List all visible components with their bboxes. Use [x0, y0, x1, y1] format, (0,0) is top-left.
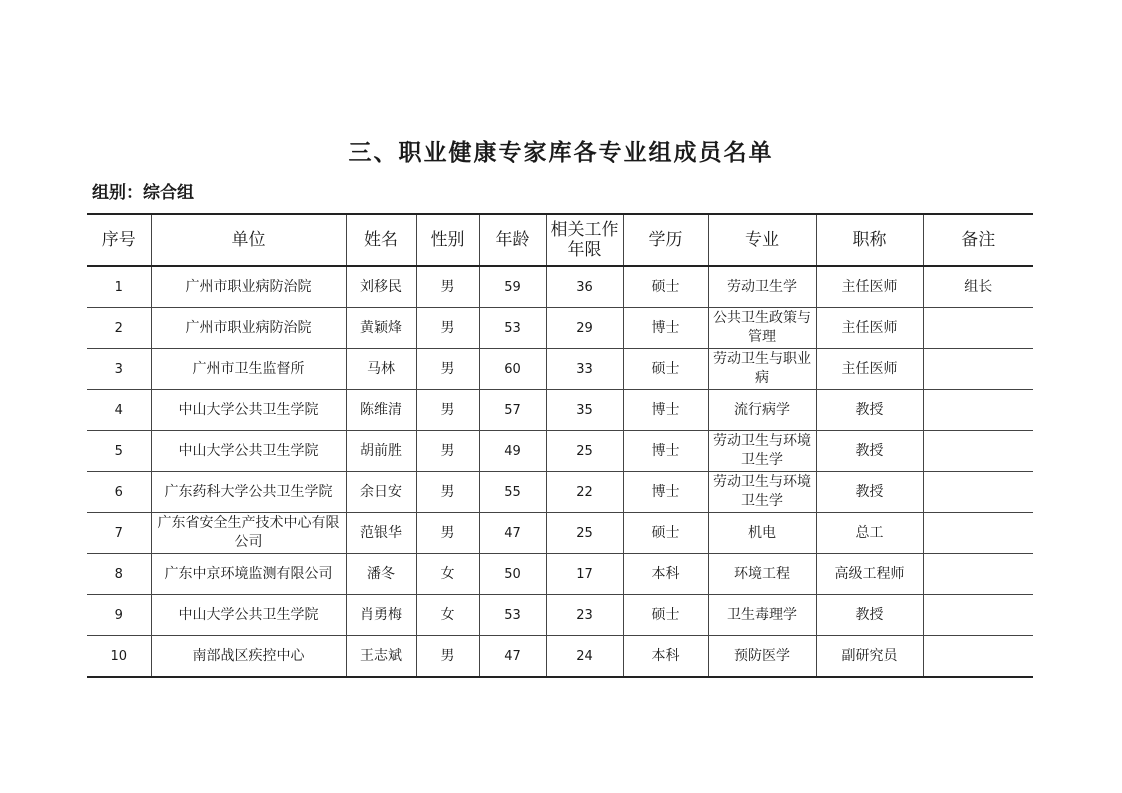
cell-title: 副研究员 — [816, 636, 923, 678]
cell-education: 本科 — [623, 554, 708, 595]
header-name: 姓名 — [346, 214, 416, 266]
cell-education: 博士 — [623, 390, 708, 431]
cell-name: 肖勇梅 — [346, 595, 416, 636]
cell-name: 陈维清 — [346, 390, 416, 431]
header-remark: 备注 — [923, 214, 1033, 266]
cell-gender: 男 — [416, 266, 479, 308]
table-row — [87, 431, 1033, 472]
cell-name: 黄颖烽 — [346, 308, 416, 349]
cell-age: 53 — [479, 595, 546, 636]
cell-gender: 男 — [416, 636, 479, 678]
cell-age: 47 — [479, 513, 546, 554]
cell-title: 教授 — [816, 472, 923, 513]
cell-work-years: 23 — [546, 595, 623, 636]
cell-unit: 中山大学公共卫生学院 — [151, 595, 346, 636]
expert-roster-table — [87, 213, 1033, 678]
cell-age: 55 — [479, 472, 546, 513]
cell-work-years: 29 — [546, 308, 623, 349]
table-row — [87, 554, 1033, 595]
cell-major: 卫生毒理学 — [708, 595, 816, 636]
cell-index: 10 — [87, 636, 151, 678]
cell-remark — [923, 636, 1033, 678]
cell-education: 硕士 — [623, 513, 708, 554]
cell-unit: 广东药科大学公共卫生学院 — [151, 472, 346, 513]
cell-education: 硕士 — [623, 595, 708, 636]
header-gender: 性别 — [416, 214, 479, 266]
cell-index: 7 — [87, 513, 151, 554]
cell-remark — [923, 472, 1033, 513]
cell-name: 马林 — [346, 349, 416, 390]
cell-education: 博士 — [623, 472, 708, 513]
cell-remark — [923, 308, 1033, 349]
cell-gender: 男 — [416, 513, 479, 554]
cell-title: 高级工程师 — [816, 554, 923, 595]
cell-work-years: 35 — [546, 390, 623, 431]
table-row — [87, 595, 1033, 636]
table-row — [87, 308, 1033, 349]
table-row — [87, 636, 1033, 678]
cell-work-years: 36 — [546, 266, 623, 308]
cell-index: 2 — [87, 308, 151, 349]
cell-major: 预防医学 — [708, 636, 816, 678]
cell-remark — [923, 554, 1033, 595]
cell-major: 环境工程 — [708, 554, 816, 595]
cell-index: 4 — [87, 390, 151, 431]
cell-index: 3 — [87, 349, 151, 390]
cell-work-years: 33 — [546, 349, 623, 390]
cell-age: 49 — [479, 431, 546, 472]
cell-unit: 广东中京环境监测有限公司 — [151, 554, 346, 595]
cell-title: 主任医师 — [816, 266, 923, 308]
cell-age: 60 — [479, 349, 546, 390]
header-unit: 单位 — [151, 214, 346, 266]
cell-name: 胡前胜 — [346, 431, 416, 472]
cell-title: 教授 — [816, 595, 923, 636]
cell-unit: 中山大学公共卫生学院 — [151, 431, 346, 472]
cell-work-years: 25 — [546, 513, 623, 554]
cell-index: 8 — [87, 554, 151, 595]
cell-remark: 组长 — [923, 266, 1033, 308]
cell-name: 王志斌 — [346, 636, 416, 678]
group-label: 组别：综合组 — [92, 183, 194, 203]
cell-major: 劳动卫生与职业病 — [708, 349, 816, 390]
cell-title: 主任医师 — [816, 349, 923, 390]
cell-major: 劳动卫生与环境卫生学 — [708, 431, 816, 472]
table-body — [87, 266, 1033, 677]
cell-unit: 广东省安全生产技术中心有限公司 — [151, 513, 346, 554]
cell-index: 6 — [87, 472, 151, 513]
cell-education: 硕士 — [623, 266, 708, 308]
cell-work-years: 22 — [546, 472, 623, 513]
cell-unit: 南部战区疾控中心 — [151, 636, 346, 678]
table-row — [87, 513, 1033, 554]
cell-major: 劳动卫生学 — [708, 266, 816, 308]
cell-major: 机电 — [708, 513, 816, 554]
cell-work-years: 17 — [546, 554, 623, 595]
table-header-row — [87, 214, 1033, 266]
cell-education: 博士 — [623, 308, 708, 349]
cell-age: 57 — [479, 390, 546, 431]
cell-major: 劳动卫生与环境卫生学 — [708, 472, 816, 513]
cell-gender: 女 — [416, 595, 479, 636]
cell-remark — [923, 349, 1033, 390]
header-title: 职称 — [816, 214, 923, 266]
cell-index: 9 — [87, 595, 151, 636]
cell-age: 47 — [479, 636, 546, 678]
cell-age: 59 — [479, 266, 546, 308]
table-row — [87, 349, 1033, 390]
cell-unit: 广州市职业病防治院 — [151, 266, 346, 308]
cell-education: 硕士 — [623, 349, 708, 390]
cell-name: 余日安 — [346, 472, 416, 513]
cell-education: 本科 — [623, 636, 708, 678]
cell-title: 教授 — [816, 431, 923, 472]
header-work-years: 相关工作年限 — [546, 214, 623, 266]
cell-age: 53 — [479, 308, 546, 349]
cell-title: 总工 — [816, 513, 923, 554]
cell-gender: 男 — [416, 349, 479, 390]
table-row — [87, 266, 1033, 308]
cell-age: 50 — [479, 554, 546, 595]
cell-gender: 男 — [416, 308, 479, 349]
cell-title: 教授 — [816, 390, 923, 431]
cell-work-years: 25 — [546, 431, 623, 472]
header-index: 序号 — [87, 214, 151, 266]
header-major: 专业 — [708, 214, 816, 266]
cell-index: 5 — [87, 431, 151, 472]
cell-work-years: 24 — [546, 636, 623, 678]
cell-remark — [923, 431, 1033, 472]
cell-name: 范银华 — [346, 513, 416, 554]
cell-index: 1 — [87, 266, 151, 308]
cell-gender: 女 — [416, 554, 479, 595]
page-title: 三、职业健康专家库各专业组成员名单 — [348, 140, 774, 166]
cell-name: 刘移民 — [346, 266, 416, 308]
cell-gender: 男 — [416, 390, 479, 431]
table-row — [87, 472, 1033, 513]
cell-unit: 中山大学公共卫生学院 — [151, 390, 346, 431]
cell-gender: 男 — [416, 472, 479, 513]
header-education: 学历 — [623, 214, 708, 266]
cell-unit: 广州市卫生监督所 — [151, 349, 346, 390]
header-age: 年龄 — [479, 214, 546, 266]
cell-remark — [923, 595, 1033, 636]
table-row — [87, 390, 1033, 431]
cell-education: 博士 — [623, 431, 708, 472]
cell-gender: 男 — [416, 431, 479, 472]
cell-major: 公共卫生政策与管理 — [708, 308, 816, 349]
cell-unit: 广州市职业病防治院 — [151, 308, 346, 349]
cell-remark — [923, 513, 1033, 554]
cell-name: 潘冬 — [346, 554, 416, 595]
cell-remark — [923, 390, 1033, 431]
cell-title: 主任医师 — [816, 308, 923, 349]
cell-major: 流行病学 — [708, 390, 816, 431]
